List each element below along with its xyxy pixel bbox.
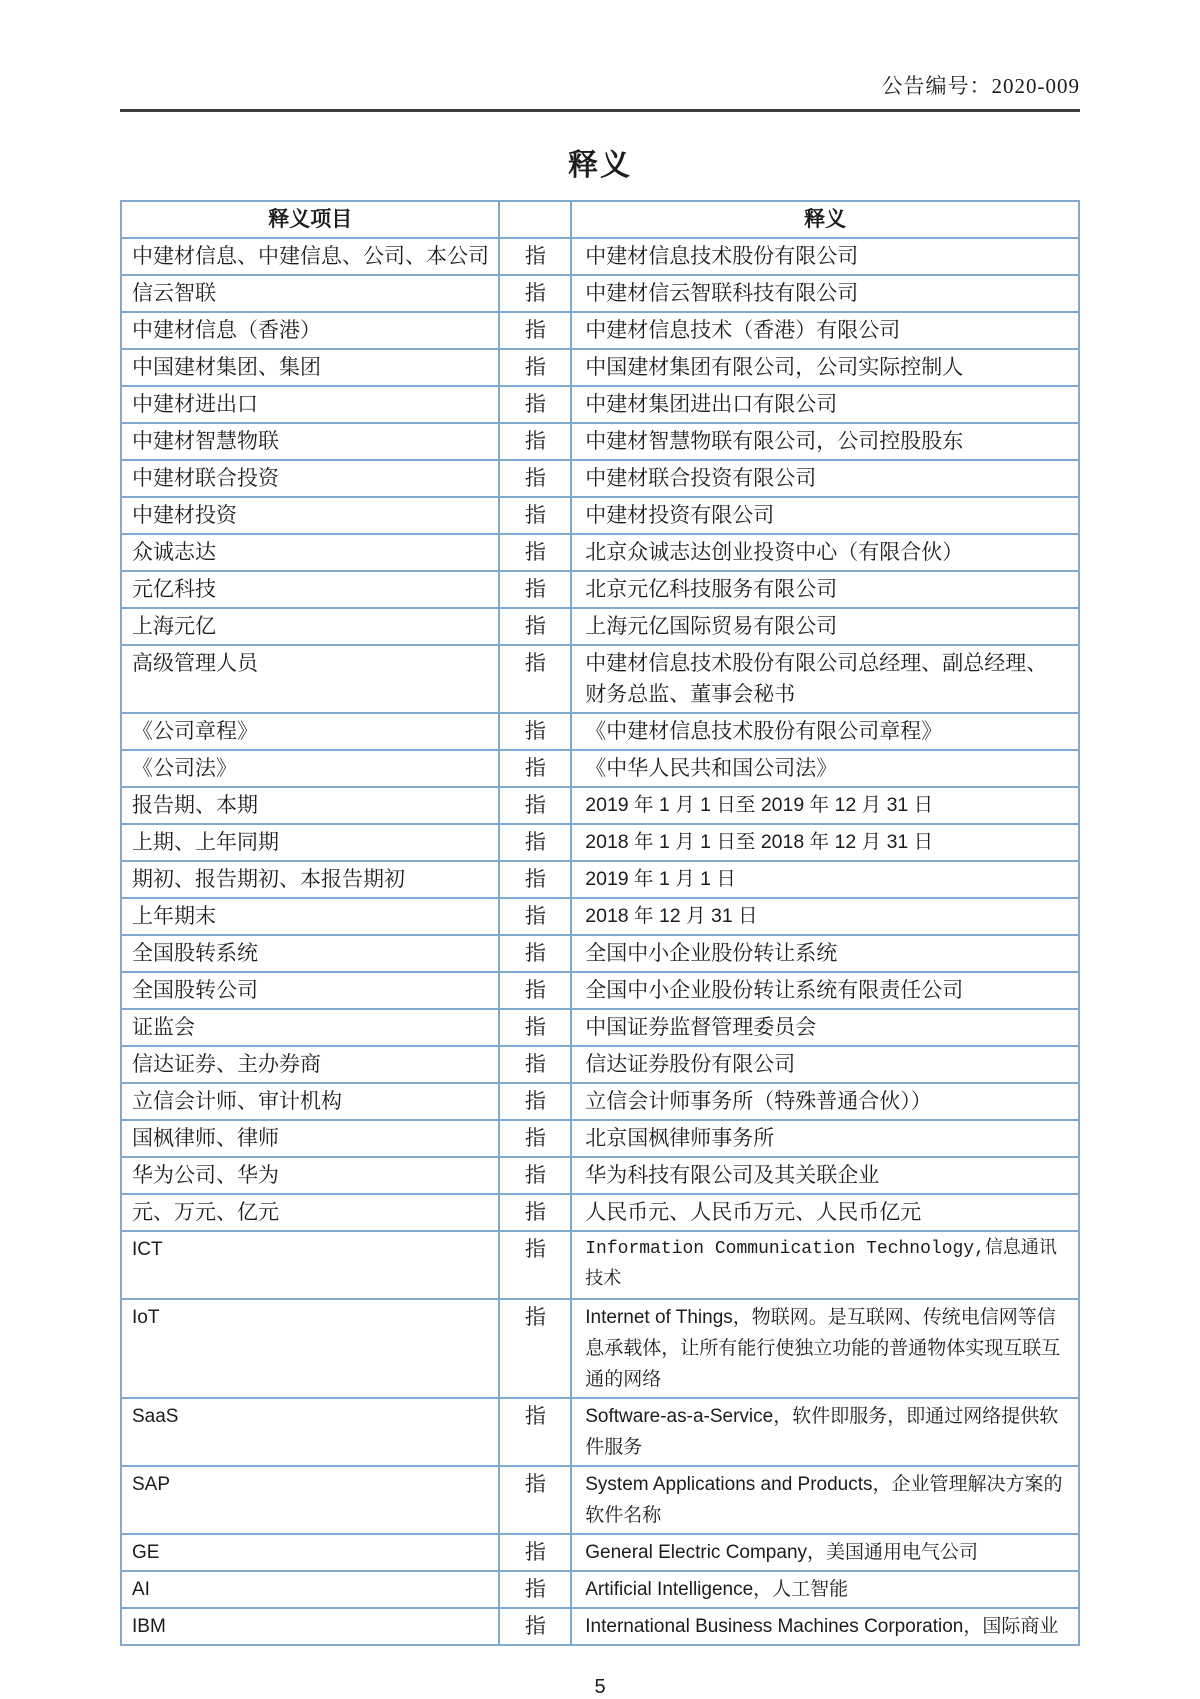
pointer-cell: 指	[499, 898, 571, 935]
pointer-cell: 指	[499, 386, 571, 423]
pointer-cell: 指	[499, 312, 571, 349]
table-row	[121, 1083, 1079, 1120]
term-cell: 上海元亿	[121, 608, 499, 645]
table-row	[121, 1046, 1079, 1083]
table-row	[121, 1120, 1079, 1157]
pointer-cell: 指	[499, 972, 571, 1009]
table-row	[121, 787, 1079, 824]
table-row	[121, 238, 1079, 275]
term-cell: 元、万元、亿元	[121, 1194, 499, 1231]
definition-cell: 2019 年 1 月 1 日至 2019 年 12 月 31 日	[571, 787, 1079, 824]
definition-cell: 中建材信云智联科技有限公司	[571, 275, 1079, 312]
pointer-cell: 指	[499, 349, 571, 386]
page-number: 5	[594, 1676, 606, 1698]
pointer-cell: 指	[499, 608, 571, 645]
definition-cell: 全国中小企业股份转让系统有限责任公司	[571, 972, 1079, 1009]
table-row	[121, 1534, 1079, 1571]
pointer-cell: 指	[499, 1120, 571, 1157]
pointer-cell: 指	[499, 1608, 571, 1645]
pointer-cell: 指	[499, 1534, 571, 1571]
pointer-cell: 指	[499, 861, 571, 898]
pointer-cell: 指	[499, 275, 571, 312]
table-row	[121, 349, 1079, 386]
definition-cell: 中建材智慧物联有限公司，公司控股股东	[571, 423, 1079, 460]
term-cell: IoT	[121, 1299, 499, 1398]
term-cell: 全国股转公司	[121, 972, 499, 1009]
definitions-table	[120, 200, 1080, 1646]
table-row	[121, 1398, 1079, 1466]
definition-cell: 全国中小企业股份转让系统	[571, 935, 1079, 972]
definition-cell: Internet of Things，物联网。是互联网、传统电信网等信息承载体，让所有能行使独立功能的普通物体实现互联互通的网络	[571, 1299, 1079, 1398]
table-row	[121, 824, 1079, 861]
term-cell: 上期、上年同期	[121, 824, 499, 861]
header-term: 释义项目	[121, 201, 499, 238]
definitions-table-header	[121, 201, 1079, 238]
term-cell: 立信会计师、审计机构	[121, 1083, 499, 1120]
term-cell: 期初、报告期初、本报告期初	[121, 861, 499, 898]
pointer-cell: 指	[499, 238, 571, 275]
term-cell: ICT	[121, 1231, 499, 1299]
term-cell: 中建材投资	[121, 497, 499, 534]
table-row	[121, 534, 1079, 571]
table-row	[121, 571, 1079, 608]
definition-cell: 中建材集团进出口有限公司	[571, 386, 1079, 423]
table-row	[121, 1571, 1079, 1608]
term-cell: 华为公司、华为	[121, 1157, 499, 1194]
definition-cell: 中国建材集团有限公司，公司实际控制人	[571, 349, 1079, 386]
definition-cell: 中国证券监督管理委员会	[571, 1009, 1079, 1046]
pointer-cell: 指	[499, 534, 571, 571]
term-cell: 《公司法》	[121, 750, 499, 787]
table-row	[121, 1608, 1079, 1645]
pointer-cell: 指	[499, 1157, 571, 1194]
table-row	[121, 713, 1079, 750]
definition-cell: 上海元亿国际贸易有限公司	[571, 608, 1079, 645]
definition-cell: 人民币元、人民币万元、人民币亿元	[571, 1194, 1079, 1231]
table-row	[121, 935, 1079, 972]
definition-cell: 立信会计师事务所（特殊普通合伙））	[571, 1083, 1079, 1120]
table-row	[121, 861, 1079, 898]
definition-cell: 中建材联合投资有限公司	[571, 460, 1079, 497]
pointer-cell: 指	[499, 1194, 571, 1231]
definition-cell: 中建材信息技术股份有限公司	[571, 238, 1079, 275]
pointer-cell: 指	[499, 460, 571, 497]
definition-cell: 中建材信息技术股份有限公司总经理、副总经理、财务总监、董事会秘书	[571, 645, 1079, 713]
definition-cell: 2018 年 1 月 1 日至 2018 年 12 月 31 日	[571, 824, 1079, 861]
term-cell: GE	[121, 1534, 499, 1571]
header-pointer	[499, 201, 571, 238]
term-cell: 信云智联	[121, 275, 499, 312]
term-cell: 国枫律师、律师	[121, 1120, 499, 1157]
definitions-table-body	[121, 238, 1079, 1645]
header-rule	[120, 109, 1080, 112]
pointer-cell: 指	[499, 935, 571, 972]
definition-cell: 《中华人民共和国公司法》	[571, 750, 1079, 787]
term-cell: 高级管理人员	[121, 645, 499, 713]
pointer-cell: 指	[499, 1231, 571, 1299]
pointer-cell: 指	[499, 645, 571, 713]
term-cell: 中国建材集团、集团	[121, 349, 499, 386]
term-cell: 中建材联合投资	[121, 460, 499, 497]
pointer-cell: 指	[499, 423, 571, 460]
table-row	[121, 972, 1079, 1009]
definition-cell: 2019 年 1 月 1 日	[571, 861, 1079, 898]
term-cell: 《公司章程》	[121, 713, 499, 750]
definition-cell: International Business Machines Corporation，国际商业	[571, 1608, 1079, 1645]
pointer-cell: 指	[499, 1398, 571, 1466]
term-cell: 中建材进出口	[121, 386, 499, 423]
table-row	[121, 1157, 1079, 1194]
definition-cell: 中建材信息技术（香港）有限公司	[571, 312, 1079, 349]
term-cell: AI	[121, 1571, 499, 1608]
table-row	[121, 1299, 1079, 1398]
term-cell: 众诚志达	[121, 534, 499, 571]
definition-cell: Software-as-a-Service，软件即服务，即通过网络提供软件服务	[571, 1398, 1079, 1466]
table-row	[121, 750, 1079, 787]
definition-cell: 《中建材信息技术股份有限公司章程》	[571, 713, 1079, 750]
table-row	[121, 1009, 1079, 1046]
table-row	[121, 1466, 1079, 1534]
term-cell: 全国股转系统	[121, 935, 499, 972]
term-cell: SaaS	[121, 1398, 499, 1466]
definition-cell: 北京元亿科技服务有限公司	[571, 571, 1079, 608]
definition-cell: Artificial Intelligence，人工智能	[571, 1571, 1079, 1608]
pointer-cell: 指	[499, 571, 571, 608]
table-row	[121, 1194, 1079, 1231]
definition-cell: General Electric Company，美国通用电气公司	[571, 1534, 1079, 1571]
header-row	[121, 201, 1079, 238]
table-row	[121, 898, 1079, 935]
term-cell: 中建材信息（香港）	[121, 312, 499, 349]
pointer-cell: 指	[499, 713, 571, 750]
definition-cell: System Applications and Products，企业管理解决方案的软件名称	[571, 1466, 1079, 1534]
table-row	[121, 645, 1079, 713]
pointer-cell: 指	[499, 787, 571, 824]
definition-cell: 华为科技有限公司及其关联企业	[571, 1157, 1079, 1194]
table-row	[121, 423, 1079, 460]
pointer-cell: 指	[499, 750, 571, 787]
term-cell: SAP	[121, 1466, 499, 1534]
table-row	[121, 275, 1079, 312]
pointer-cell: 指	[499, 1083, 571, 1120]
page-title: 释义	[568, 149, 632, 182]
term-cell: 上年期末	[121, 898, 499, 935]
definition-cell: 信达证券股份有限公司	[571, 1046, 1079, 1083]
pointer-cell: 指	[499, 497, 571, 534]
pointer-cell: 指	[499, 1466, 571, 1534]
table-row	[121, 460, 1079, 497]
pointer-cell: 指	[499, 1299, 571, 1398]
term-cell: 信达证券、主办券商	[121, 1046, 499, 1083]
pointer-cell: 指	[499, 1046, 571, 1083]
definition-cell: 北京国枫律师事务所	[571, 1120, 1079, 1157]
pointer-cell: 指	[499, 1571, 571, 1608]
definition-cell: 2018 年 12 月 31 日	[571, 898, 1079, 935]
table-row	[121, 312, 1079, 349]
definition-cell: 北京众诚志达创业投资中心（有限合伙）	[571, 534, 1079, 571]
term-cell: IBM	[121, 1608, 499, 1645]
table-row	[121, 497, 1079, 534]
definition-cell: 中建材投资有限公司	[571, 497, 1079, 534]
term-cell: 元亿科技	[121, 571, 499, 608]
table-row	[121, 386, 1079, 423]
definition-cell: Information Communication Technology,信息通讯技术	[571, 1231, 1079, 1299]
header-definition: 释义	[571, 201, 1079, 238]
term-cell: 中建材信息、中建信息、公司、本公司	[121, 238, 499, 275]
term-cell: 报告期、本期	[121, 787, 499, 824]
table-row	[121, 608, 1079, 645]
announcement-number: 公告编号：2020-009	[881, 74, 1080, 98]
table-row	[121, 1231, 1079, 1299]
term-cell: 中建材智慧物联	[121, 423, 499, 460]
pointer-cell: 指	[499, 1009, 571, 1046]
term-cell: 证监会	[121, 1009, 499, 1046]
pointer-cell: 指	[499, 824, 571, 861]
